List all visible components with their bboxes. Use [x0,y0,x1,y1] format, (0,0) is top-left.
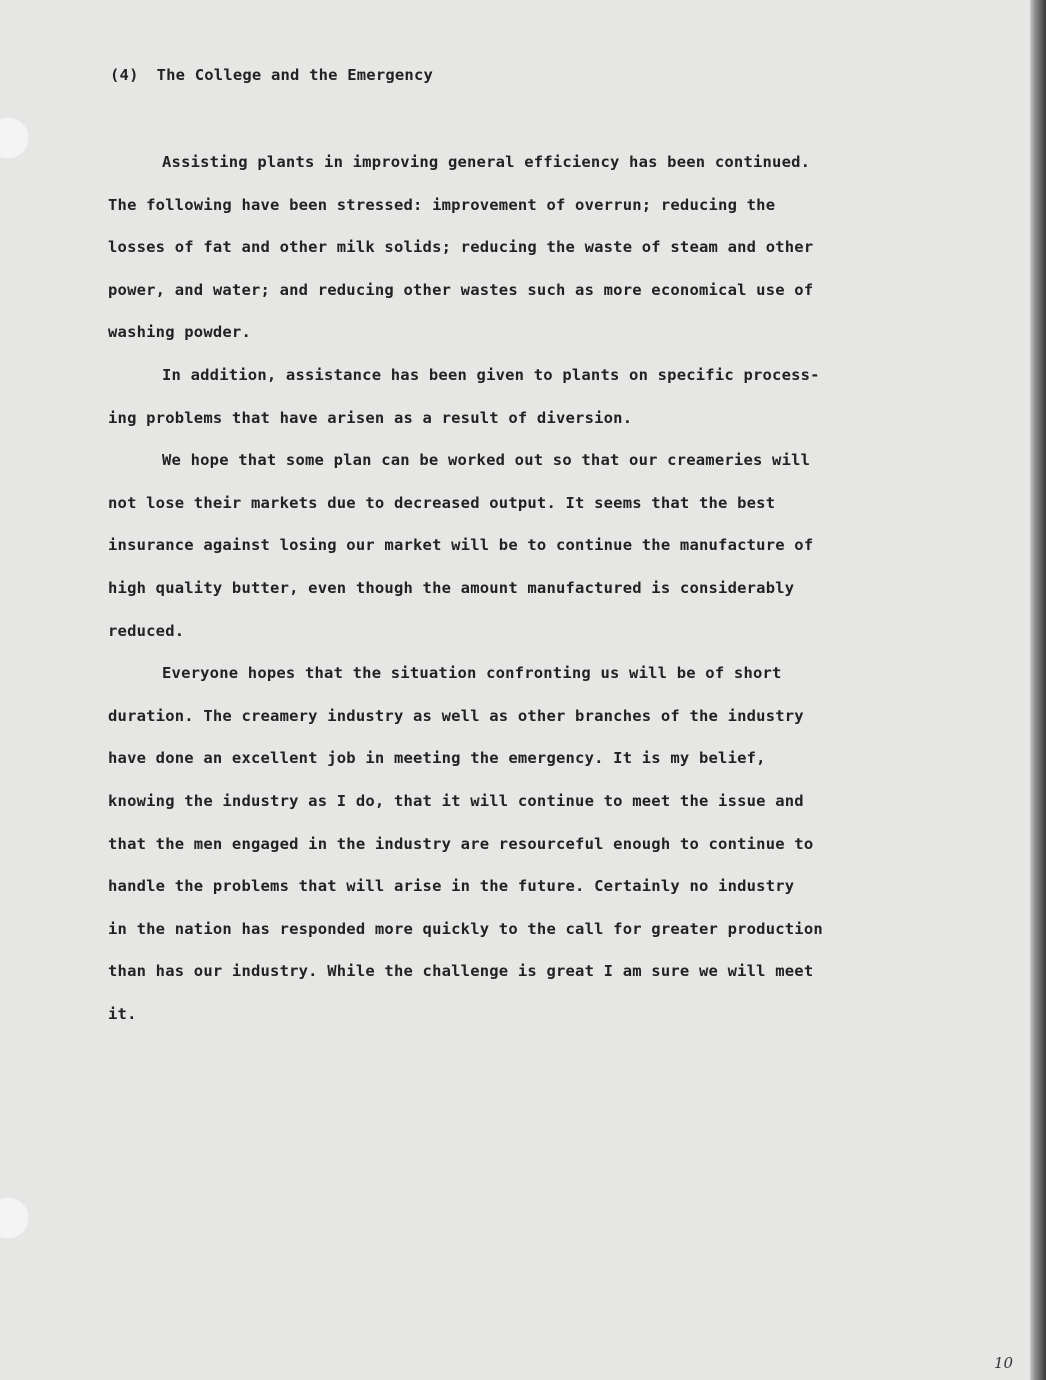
text-line: reduced. [108,621,185,640]
text-line: it. [108,1004,137,1023]
text-line: Everyone hopes that the situation confronting us will be of short [162,664,782,683]
text-line: duration. The creamery industry as well as other branches of the industry [108,706,804,725]
text-line: In addition, assistance has been given to plants on specific process- [162,365,820,384]
text-line: insurance against losing our market will be to continue the manufacture of [108,536,814,555]
text-line: in the nation has responded more quickly to the call for greater production [108,919,823,938]
text-line: handle the problems that will arise in the future. Certainly no industry [108,877,795,896]
section-heading [110,66,433,84]
text-line: We hope that some plan can be worked out so that our creameries will [162,451,811,470]
scan-edge-shadow [1030,0,1046,1380]
text-line: Assisting plants in improving general efficiency has been continued. [162,153,811,171]
text-line: that the men engaged in the industry are resourceful enough to continue to [108,834,814,853]
text-line: The following have been stressed: improvement of overrun; reducing the [108,195,776,214]
text-line: not lose their markets due to decreased output. It seems that the best [108,493,776,512]
text-line: high quality butter, even though the amount manufactured is considerably [108,578,795,597]
text-line: ing problems that have arisen as a result of diversion. [108,408,633,427]
page-number: 10 [994,1354,1014,1372]
text-line: have done an excellent job in meeting the emergency. It is my belief, [108,749,766,768]
binder-hole-bottom [0,1196,30,1240]
text-line: losses of fat and other milk solids; reducing the waste of steam and other [108,238,814,257]
text-line: power, and water; and reducing other wastes such as more economical use of [108,280,814,299]
text-line: washing powder. [108,323,251,342]
section-number: (4) [110,66,139,84]
text-line: than has our industry. While the challenge is great I am sure we will meet [108,962,814,981]
section-title: The College and the Emergency [156,66,434,84]
body-text [108,148,908,1042]
text-line: knowing the industry as I do, that it will continue to meet the issue and [108,791,804,810]
binder-hole-top [0,116,30,160]
